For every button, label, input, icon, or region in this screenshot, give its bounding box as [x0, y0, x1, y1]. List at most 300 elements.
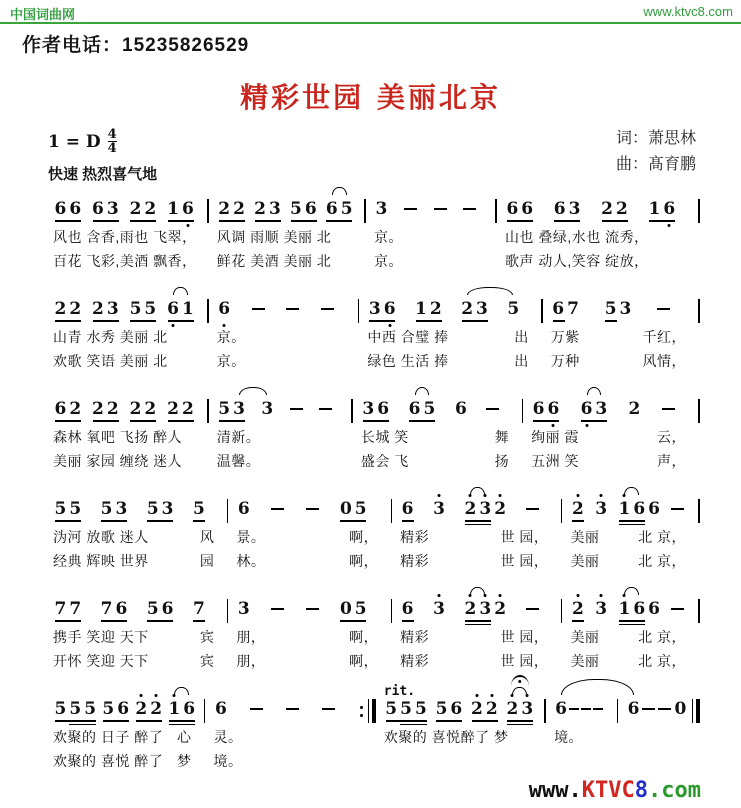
note — [69, 299, 81, 319]
note — [135, 699, 147, 719]
barline-stroke — [698, 199, 700, 223]
lyric-line — [45, 749, 205, 773]
note-group — [505, 199, 535, 219]
lyric-line — [618, 725, 700, 749]
note-group — [53, 299, 83, 319]
duration-dash — [306, 599, 319, 619]
octave-dot-low — [186, 224, 189, 227]
note-group — [414, 299, 444, 319]
measure — [562, 599, 700, 673]
lyric-word: 万紫 — [550, 329, 580, 345]
rest-note — [340, 599, 352, 619]
lyric-line: 京。 — [373, 253, 403, 269]
lyric-line — [353, 449, 523, 473]
lyric-line — [376, 749, 546, 773]
note-group — [285, 299, 301, 319]
note — [506, 199, 518, 219]
rit-marking: rit. — [383, 684, 416, 699]
lyric-line — [562, 525, 700, 549]
note-digit: 5 — [69, 699, 82, 719]
note — [147, 499, 159, 519]
note-group — [53, 699, 98, 719]
note-group — [128, 399, 158, 419]
beam-underline — [130, 220, 156, 222]
note-digit: 5 — [414, 699, 427, 719]
note — [84, 699, 96, 719]
octave-dot-high — [438, 494, 441, 497]
fermata-dot — [518, 680, 522, 684]
note-digit: 6 — [115, 599, 128, 619]
note — [55, 599, 67, 619]
note-digit: 2 — [464, 499, 477, 519]
duration-dash — [662, 399, 675, 419]
lyric-word: 美丽 — [570, 553, 600, 569]
barline-stroke — [692, 699, 694, 723]
beam-underline — [168, 220, 194, 222]
note-group — [657, 699, 673, 719]
note — [182, 399, 194, 419]
note — [369, 299, 381, 319]
note — [290, 199, 302, 219]
barline-stroke — [696, 699, 700, 723]
lyric-word: 千红， — [642, 329, 686, 345]
slur-tie-arc — [624, 487, 639, 495]
barline-stroke — [368, 699, 370, 723]
lyric-line — [359, 325, 542, 349]
note — [554, 199, 566, 219]
note — [238, 599, 250, 619]
beam-underline — [326, 220, 352, 222]
lyric-word: 云， — [656, 429, 686, 445]
measure — [45, 699, 205, 773]
note — [233, 399, 245, 419]
note — [649, 199, 661, 219]
note — [433, 499, 445, 519]
note-digit — [526, 499, 539, 519]
lyric-line — [562, 625, 700, 649]
note-digit: 5 — [400, 699, 412, 719]
beam-underline — [465, 624, 491, 626]
note-group — [145, 599, 175, 619]
note-digit: 5 — [354, 499, 367, 519]
note — [92, 399, 104, 419]
composer: 曲：髙育鹏 — [615, 156, 696, 173]
note-digit: 3 — [261, 399, 274, 419]
measure — [392, 499, 562, 573]
beam-underline — [147, 620, 173, 622]
note — [595, 599, 607, 619]
lyric-line — [392, 525, 562, 549]
lyric-line — [392, 625, 562, 649]
lyric-word: 朋， — [236, 653, 266, 669]
beam-underline — [169, 720, 195, 722]
note-digit — [434, 199, 447, 219]
note — [167, 399, 179, 419]
beam-underline — [168, 420, 194, 422]
note-group — [462, 199, 478, 219]
slur-tie-arc — [332, 187, 347, 195]
lyric-line: 歌声 动人,笑容 绽放， — [504, 253, 649, 269]
lyric-line: 灵。 — [213, 729, 243, 745]
note — [269, 199, 281, 219]
note — [506, 699, 518, 719]
system-1 — [45, 186, 700, 273]
beam-underline — [507, 220, 533, 222]
note-digit — [286, 699, 299, 719]
note — [101, 499, 113, 519]
lyric-word: 开怀 笑迎 天下 — [53, 653, 149, 669]
note-digit: 5 — [354, 599, 367, 619]
score — [45, 186, 700, 786]
note-group — [236, 499, 251, 519]
note-group — [99, 599, 129, 619]
note — [555, 699, 567, 719]
beam-underline — [369, 320, 395, 322]
note-group — [91, 399, 121, 419]
note-group — [374, 199, 389, 219]
note-digit: 7 — [54, 599, 67, 619]
lyric-line: 境。 — [554, 729, 584, 745]
lyric-word: 精彩 — [400, 529, 430, 545]
note-group — [531, 399, 561, 419]
note — [144, 299, 156, 319]
lyric-word: 园 — [199, 553, 215, 569]
note-group — [434, 699, 464, 719]
note-group — [134, 699, 164, 719]
note — [415, 699, 427, 719]
beam-underline — [572, 520, 584, 522]
note — [572, 499, 584, 519]
beam-underline — [619, 620, 645, 622]
site-url-link[interactable]: www.ktvc8.com — [643, 4, 733, 19]
note-digit: 3 — [268, 199, 281, 219]
lyric-word: 欢聚的 喜悦 醉了 — [53, 753, 164, 769]
note-digit: 2 — [150, 699, 163, 719]
beam-underline — [649, 220, 675, 222]
note-digit: 1 — [167, 199, 179, 219]
beam-underline — [93, 220, 119, 222]
note-digit: 6 — [450, 699, 463, 719]
note-group — [289, 199, 319, 219]
note-digit — [486, 399, 499, 419]
note-digit — [581, 699, 591, 719]
lyric-line — [45, 625, 228, 649]
note-group — [99, 499, 129, 519]
note — [254, 199, 266, 219]
measure — [523, 399, 700, 473]
lyric-word: 北 京， — [638, 629, 686, 645]
duration-dash — [486, 399, 499, 419]
octave-dot-low — [552, 424, 555, 427]
measure — [45, 599, 228, 673]
note-digit: 5 — [507, 299, 520, 319]
note-digit: 3 — [375, 199, 388, 219]
note-digit: 5 — [435, 699, 448, 719]
lyric-word: 美丽 — [570, 529, 600, 545]
octave-dot-high — [600, 494, 603, 497]
note-digit: 2 — [233, 199, 245, 219]
note-digit: 6 — [237, 499, 250, 519]
barline — [698, 399, 700, 423]
note-group — [617, 499, 662, 519]
note — [116, 599, 128, 619]
note — [130, 199, 142, 219]
note — [402, 499, 414, 519]
note — [218, 399, 230, 419]
note — [471, 699, 483, 719]
note-digit: 6 — [183, 699, 196, 719]
note-digit: 2 — [106, 399, 119, 419]
note — [620, 299, 632, 319]
tempo-marking: 快速 热烈喜气地 — [48, 166, 158, 183]
duration-dash — [286, 299, 299, 319]
note — [377, 399, 389, 419]
beam-underline — [605, 320, 617, 322]
lyric-line — [228, 625, 392, 649]
lyric-line — [523, 425, 700, 449]
note — [55, 699, 67, 719]
beam-underline — [130, 320, 156, 322]
note-digit: 3 — [476, 299, 488, 319]
note-group — [400, 499, 415, 519]
note-group — [191, 499, 206, 519]
slur-tie-arc — [239, 387, 267, 395]
note-group — [570, 599, 585, 619]
slur-tie-arc — [561, 679, 634, 695]
beam-underline — [255, 220, 281, 222]
lyric-line — [228, 649, 392, 673]
fermata-icon — [511, 675, 529, 686]
logo-com: .com — [648, 778, 701, 803]
note — [605, 299, 617, 319]
note-group — [217, 299, 232, 319]
note-group — [627, 399, 642, 419]
note-digit — [252, 299, 265, 319]
lyric-line: 美丽 家园 缠绕 迷人 — [53, 453, 183, 469]
note — [567, 299, 579, 319]
slur-tie-arc — [173, 287, 188, 295]
lyric-word: 心 — [176, 729, 192, 745]
note-group — [53, 199, 83, 219]
octave-dot-low — [223, 324, 226, 327]
note-digit: 2 — [601, 199, 613, 219]
note-group — [551, 299, 581, 319]
note-group — [400, 599, 415, 619]
note-digit: 5 — [100, 499, 113, 519]
lyric-word: 扬 — [494, 453, 510, 469]
beam-underline — [619, 524, 645, 526]
note-digit: 6 — [117, 699, 130, 719]
note-digit: 6 — [408, 399, 421, 419]
rest-note — [675, 699, 687, 719]
note-digit — [526, 599, 539, 619]
lyric-word: 宾 — [199, 629, 215, 645]
note-digit: 0 — [339, 499, 352, 519]
beam-underline — [465, 524, 491, 526]
note — [430, 299, 442, 319]
duration-dash — [252, 299, 265, 319]
note-digit — [671, 599, 684, 619]
note-group — [552, 199, 582, 219]
slur-tie-arc — [415, 387, 430, 395]
note-group — [453, 399, 468, 419]
note-group — [253, 199, 283, 219]
note-digit: 2 — [144, 199, 157, 219]
note — [601, 199, 613, 219]
note — [183, 699, 195, 719]
lyric-line: 温馨。 — [216, 453, 261, 469]
note-digit — [662, 399, 675, 419]
note — [218, 199, 230, 219]
site-name-link[interactable]: 中国词曲网 — [10, 7, 76, 22]
note-digit: 2 — [69, 399, 82, 419]
note — [168, 699, 180, 719]
note — [144, 399, 156, 419]
note-group — [145, 499, 175, 519]
duration-dash — [526, 599, 539, 619]
note-digit: 5 — [604, 299, 617, 319]
key-signature — [48, 128, 117, 155]
note-digit: 6 — [547, 399, 560, 419]
author-phone: 作者电话：15235826529 — [22, 35, 250, 56]
note-digit: 6 — [69, 199, 82, 219]
note-digit: 6 — [325, 199, 338, 219]
note-group — [320, 699, 336, 719]
note — [147, 599, 159, 619]
beam-underline — [168, 320, 194, 322]
note-digit: 3 — [233, 399, 245, 419]
note-group — [260, 399, 275, 419]
note-digit: 7 — [100, 599, 113, 619]
note — [547, 399, 559, 419]
note-digit: 5 — [146, 499, 159, 519]
note-digit — [463, 199, 476, 219]
note-digit — [658, 699, 671, 719]
note — [69, 399, 81, 419]
note-digit: 2 — [181, 399, 194, 419]
ktvc8-logo[interactable] — [529, 778, 701, 803]
duration-dash — [657, 299, 670, 319]
lyric-word: 欢聚的 日子 醉了 — [53, 729, 164, 745]
slur-tie-arc — [512, 687, 527, 695]
lyric-word: 盛会 飞 — [360, 453, 409, 469]
key-label: 1 = D — [48, 131, 101, 152]
lyric-line — [546, 749, 618, 773]
note-group — [166, 199, 196, 219]
lyric-line: 京。 — [373, 229, 403, 245]
lyric-line — [45, 549, 228, 573]
lyric-word: 啊， — [349, 553, 379, 569]
note-group — [579, 399, 609, 419]
lyric-line — [45, 725, 205, 749]
lyric-line — [543, 325, 700, 349]
note — [92, 299, 104, 319]
beam-underline — [507, 720, 533, 722]
measure — [392, 599, 562, 673]
note — [233, 199, 245, 219]
note — [618, 599, 630, 619]
note-group — [191, 599, 206, 619]
note-group — [485, 399, 501, 419]
note — [461, 299, 473, 319]
slur-tie-arc — [467, 287, 513, 295]
note-digit: 3 — [568, 199, 581, 219]
rest-note — [340, 499, 352, 519]
beam-underline — [130, 420, 156, 422]
beam-underline — [619, 624, 645, 626]
note-digit: 2 — [494, 499, 507, 519]
note — [521, 199, 533, 219]
beam-underline — [436, 720, 462, 722]
lyric-line — [618, 749, 700, 773]
note-digit: 3 — [595, 399, 608, 419]
note-digit: 6 — [552, 299, 565, 319]
note-digit: 6 — [167, 299, 179, 319]
beam-underline — [55, 420, 81, 422]
lyric-line — [228, 549, 392, 573]
lyric-word: 美丽 — [570, 653, 600, 669]
note-digit: 6 — [383, 299, 396, 319]
note — [663, 199, 675, 219]
note-group — [318, 399, 334, 419]
lyric-word: 风情， — [642, 353, 686, 369]
system-2 — [45, 286, 700, 373]
note — [215, 699, 227, 719]
note-digit: 6 — [454, 399, 467, 419]
lyric-word: 精彩 — [400, 653, 430, 669]
note — [436, 699, 448, 719]
octave-dot-high — [140, 694, 143, 697]
note-digit — [404, 199, 417, 219]
beam-underline — [193, 520, 205, 522]
note-group — [673, 699, 688, 719]
note-group — [647, 199, 677, 219]
note — [162, 499, 174, 519]
note-group — [91, 299, 121, 319]
measure — [497, 199, 700, 273]
note — [107, 299, 119, 319]
beam-underline — [409, 420, 435, 422]
beam-underline — [402, 620, 414, 622]
note — [648, 499, 660, 519]
note-group — [250, 299, 266, 319]
measure — [546, 699, 618, 773]
song-title: 精彩世园 美丽北京 — [240, 81, 501, 114]
note-digit: 5 — [69, 499, 82, 519]
note-digit — [286, 299, 299, 319]
barline-stroke — [698, 299, 700, 323]
lyric-word: 万种 — [550, 353, 580, 369]
measure — [562, 499, 700, 573]
note — [130, 299, 142, 319]
note-digit — [657, 299, 670, 319]
note-digit: 3 — [368, 299, 381, 319]
note — [423, 399, 435, 419]
note-digit — [642, 699, 655, 719]
note — [55, 499, 67, 519]
note-digit: 6 — [633, 599, 646, 619]
measure — [359, 299, 542, 373]
note-group — [217, 399, 247, 419]
note-digit: 6 — [54, 199, 67, 219]
beam-underline — [465, 620, 491, 622]
note-digit: 1 — [618, 499, 631, 519]
lyric-word: 宾 — [199, 653, 215, 669]
system-4 — [45, 486, 700, 573]
duration-dash — [322, 699, 335, 719]
note-group — [402, 199, 418, 219]
note-group — [463, 499, 508, 519]
